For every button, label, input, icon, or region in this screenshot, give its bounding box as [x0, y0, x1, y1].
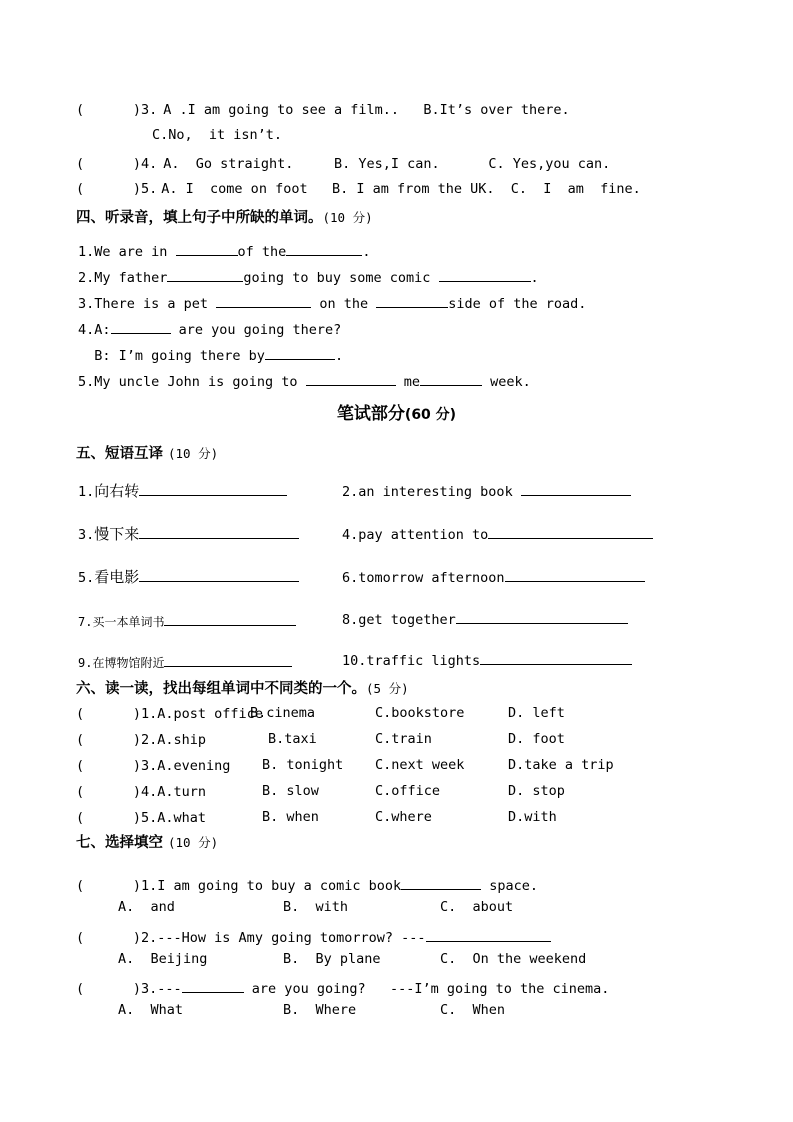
section-7-q2-option-b[interactable]: B. By plane: [283, 951, 381, 967]
answer-paren-q3[interactable]: ( )3.: [76, 102, 158, 118]
fill-blank[interactable]: [306, 369, 396, 386]
section-6-row-5-b: B. when: [262, 809, 319, 825]
listening-q3-line1: [76, 101, 570, 119]
section-6-row-1: [76, 705, 263, 723]
section-4-item-4: [78, 317, 341, 339]
fill-blank[interactable]: [182, 976, 244, 993]
section-5-item-1: [78, 479, 287, 501]
section-5-item-8: [342, 607, 628, 629]
item-text-a: B: I’m going there by: [78, 348, 265, 364]
answer-paren[interactable]: ( )4.: [76, 784, 158, 800]
fill-blank[interactable]: [401, 873, 481, 890]
section-5-item-7: [78, 609, 296, 631]
item-text-b: of the: [237, 244, 287, 260]
section-5-item-3: [78, 522, 299, 544]
item-number: 7.: [78, 615, 93, 629]
item-number: 5.: [78, 374, 95, 390]
section-4-item-3: [78, 291, 586, 313]
section-6-row-4-d: D. stop: [508, 783, 565, 799]
section-6-row-2: [76, 731, 206, 749]
item-text-c: side of the road.: [448, 296, 587, 312]
item-text-a: We are in: [94, 244, 176, 260]
section-6-row-3-c: C.next week: [375, 757, 465, 773]
section-7-q3-option-a[interactable]: A. What: [118, 1002, 184, 1018]
section-5-item-2: [342, 479, 631, 501]
option-a: A.what: [157, 810, 207, 826]
item-label: an interesting book: [358, 484, 521, 500]
section-4-heading: [76, 206, 373, 227]
section-5-item-6: [342, 565, 645, 587]
answer-paren[interactable]: ( )1.: [76, 878, 158, 894]
item-text-a: A:: [94, 322, 111, 338]
item-number: 3.: [78, 527, 95, 543]
item-label: pay attention to: [358, 527, 489, 543]
fill-blank[interactable]: [426, 925, 551, 942]
listening-q3-line2: [152, 126, 282, 144]
item-text-b: are you going there?: [170, 322, 342, 338]
section-7-heading-text: 七、选择填空: [76, 835, 163, 851]
written-part-title-text: 笔试部分: [336, 404, 405, 424]
listening-q4-line: [76, 155, 610, 173]
fill-blank[interactable]: [439, 265, 531, 282]
answer-paren[interactable]: ( )5.: [76, 810, 158, 826]
written-part-title: [0, 399, 793, 424]
question-stem-after: space.: [481, 878, 539, 894]
section-5-heading-text: 五、短语互译: [76, 446, 163, 462]
section-6-row-3: [76, 757, 230, 775]
answer-paren-q4[interactable]: ( )4.: [76, 156, 158, 172]
section-5-item-9: [78, 650, 292, 672]
section-4-item-4b: [78, 343, 343, 365]
translate-blank[interactable]: [139, 479, 287, 496]
section-7-q3-option-b[interactable]: B. Where: [283, 1002, 357, 1018]
section-6-row-5-c: C.where: [375, 809, 432, 825]
fill-blank[interactable]: [216, 291, 311, 308]
section-6-row-1-d: D. left: [508, 705, 565, 721]
answer-paren[interactable]: ( )2.: [76, 930, 158, 946]
question-stem: I am going to buy a comic book: [157, 878, 402, 894]
section-6-row-4-b: B. slow: [262, 783, 319, 799]
section-7-points: (10 分): [168, 835, 219, 850]
fill-blank[interactable]: [167, 265, 243, 282]
item-label: traffic lights: [366, 653, 481, 669]
item-label: 向右转: [94, 482, 140, 500]
fill-blank[interactable]: [420, 369, 482, 386]
listening-q4-options: A. Go straight. B. Yes,I can. C. Yes,you can.: [163, 156, 611, 172]
question-stem-after: are you going? ---I’m going to the cinema.: [243, 981, 610, 997]
question-stem: ---How is Amy going tomorrow? ---: [157, 930, 426, 946]
answer-paren-q5[interactable]: ( )5.: [76, 181, 158, 197]
item-label: get together: [358, 612, 456, 628]
section-7-q2-option-c[interactable]: C. On the weekend: [440, 951, 587, 967]
section-6-row-2-b: B.taxi: [268, 731, 317, 747]
section-5-item-10: [342, 648, 632, 670]
section-6-row-4: [76, 783, 206, 801]
question-stem: ---: [157, 981, 182, 997]
section-6-row-5: [76, 809, 206, 827]
section-5-heading: [76, 442, 218, 463]
item-number: 2.: [342, 484, 359, 500]
section-4-item-1: [78, 239, 370, 261]
written-part-title-points: (60 分): [404, 407, 457, 423]
section-6-row-2-c: C.train: [375, 731, 432, 747]
option-a: A.evening: [157, 758, 231, 774]
item-number: 10.: [342, 653, 367, 669]
fill-blank[interactable]: [265, 343, 335, 360]
section-4-points: (10 分): [322, 210, 373, 225]
item-text-a: My uncle John is going to: [94, 374, 306, 390]
section-4-item-2: [78, 265, 539, 287]
fill-blank[interactable]: [176, 239, 238, 256]
fill-blank[interactable]: [111, 317, 171, 334]
item-number: 5.: [78, 570, 95, 586]
item-text-b: .: [334, 348, 344, 364]
translate-blank[interactable]: [164, 609, 296, 626]
section-4-item-5: [78, 369, 531, 391]
section-6-heading-text: 六、读一读，找出每组单词中不同类的一个。: [76, 681, 366, 697]
section-5-item-4: [342, 522, 653, 544]
section-4-heading-text: 四、听录音，填上句子中所缺的单词。: [76, 210, 323, 226]
item-number: 9.: [78, 656, 93, 670]
answer-paren[interactable]: ( )1.: [76, 706, 158, 722]
item-label: tomorrow afternoon: [358, 570, 505, 586]
item-text-b: going to buy some comic: [243, 270, 439, 286]
translate-blank[interactable]: [488, 522, 653, 539]
translate-blank[interactable]: [505, 565, 645, 582]
listening-q5-options: A. I come on foot B. I am from the UK. C. I am fine.: [161, 181, 641, 197]
item-label: 买一本单词书: [92, 615, 165, 629]
translate-blank[interactable]: [164, 650, 292, 667]
section-6-row-5-d: D.with: [508, 809, 557, 825]
option-a: A.turn: [157, 784, 207, 800]
option-a: A.ship: [157, 732, 207, 748]
section-6-row-2-d: D. foot: [508, 731, 565, 747]
section-6-heading: [76, 677, 409, 698]
answer-paren[interactable]: ( )3.: [76, 981, 158, 997]
section-5-points: (10 分): [168, 446, 219, 461]
item-text-b: me: [395, 374, 420, 390]
item-number: 8.: [342, 612, 359, 628]
item-label: 慢下来: [94, 525, 140, 543]
item-text-c: .: [530, 270, 539, 286]
item-text-c: week.: [481, 374, 531, 390]
item-text-a: My father: [94, 270, 168, 286]
item-label: 看电影: [94, 568, 140, 586]
listening-q3-option-c: C.No, it isn’t.: [152, 127, 283, 143]
section-6-row-3-b: B. tonight: [262, 757, 344, 773]
section-6-row-3-d: D.take a trip: [508, 757, 614, 773]
item-text-b: on the: [311, 296, 377, 312]
fill-blank[interactable]: [376, 291, 448, 308]
item-number: 3.: [78, 296, 95, 312]
listening-q3-options: A .I am going to see a film.. B.It’s over there.: [163, 102, 570, 118]
section-7-heading: [76, 831, 218, 852]
item-number: 4.: [78, 322, 95, 338]
section-6-row-1-c: C.bookstore: [375, 705, 465, 721]
translate-blank[interactable]: [521, 479, 631, 496]
item-number: 1.: [78, 484, 95, 500]
answer-paren[interactable]: ( )2.: [76, 732, 158, 748]
section-6-row-1-b: B.cinema: [250, 705, 316, 721]
section-7-q2-option-a[interactable]: A. Beijing: [118, 951, 208, 967]
section-7-q1-option-c[interactable]: C. about: [440, 899, 514, 915]
section-7-question-1: [76, 873, 538, 895]
item-text-c: .: [362, 244, 371, 260]
fill-blank[interactable]: [286, 239, 362, 256]
item-number: 6.: [342, 570, 359, 586]
section-7-question-3: [76, 976, 609, 998]
section-5-item-5: [78, 565, 299, 587]
translate-blank[interactable]: [456, 607, 628, 624]
item-text-a: There is a pet: [94, 296, 217, 312]
item-number: 2.: [78, 270, 95, 286]
section-7-question-2: [76, 925, 551, 947]
answer-paren[interactable]: ( )3.: [76, 758, 158, 774]
translate-blank[interactable]: [139, 565, 299, 582]
item-label: 在博物馆附近: [92, 656, 165, 670]
section-6-points: (5 分): [366, 681, 409, 696]
section-6-row-4-c: C.office: [375, 783, 441, 799]
listening-q5-line: [76, 180, 641, 198]
section-7-q1-option-b[interactable]: B. with: [283, 899, 349, 915]
item-number: 4.: [342, 527, 359, 543]
section-7-q1-option-a[interactable]: A. and: [118, 899, 175, 915]
option-a: A.post office: [157, 706, 263, 722]
item-number: 1.: [78, 244, 95, 260]
section-7-q3-option-c[interactable]: C. When: [440, 1002, 506, 1018]
translate-blank[interactable]: [139, 522, 299, 539]
translate-blank[interactable]: [480, 648, 632, 665]
